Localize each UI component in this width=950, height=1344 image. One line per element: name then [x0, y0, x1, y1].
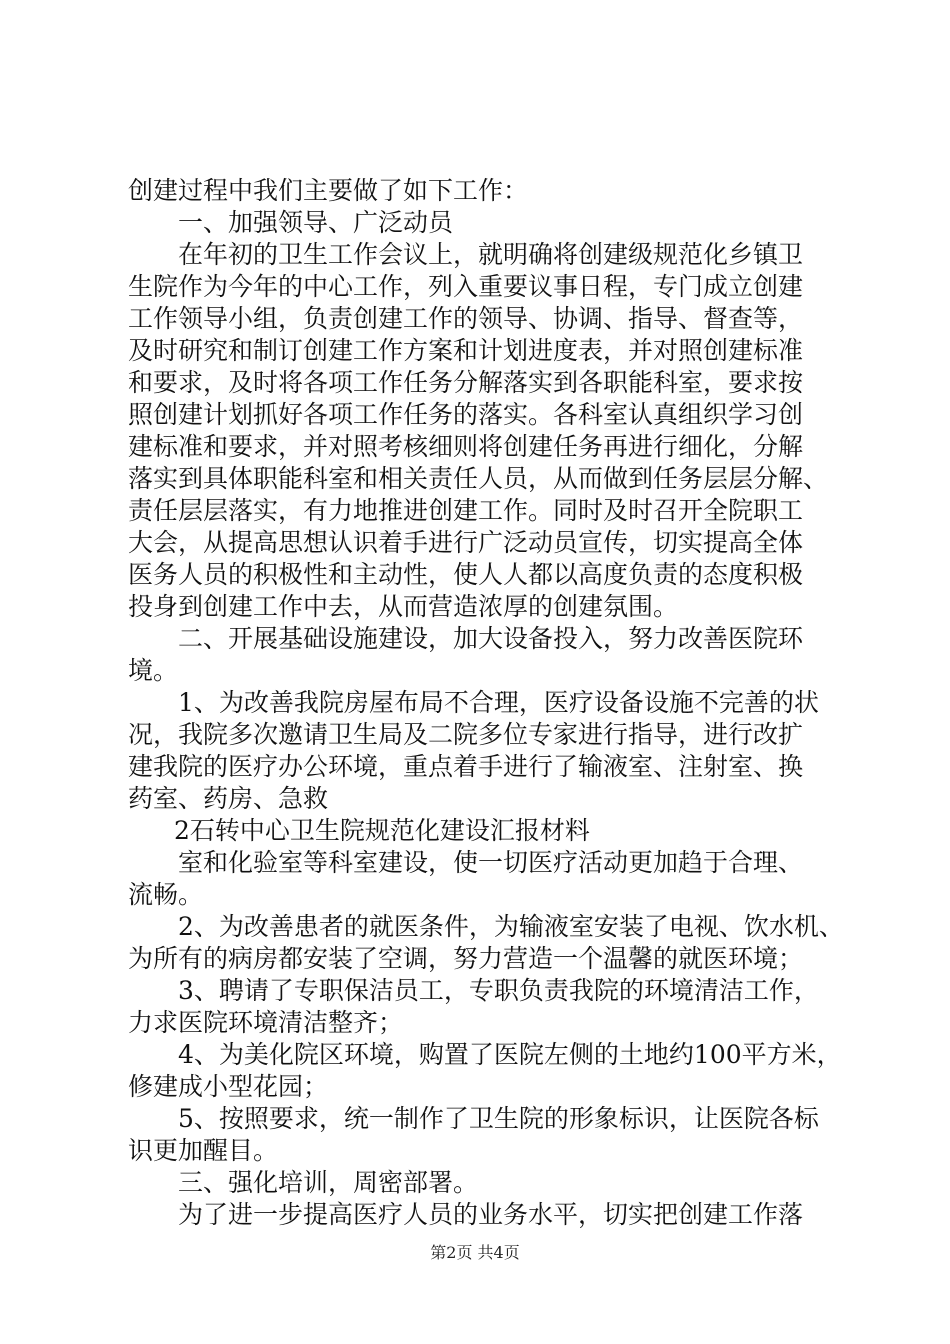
text-line: 力求医院环境清洁整齐；	[128, 1008, 404, 1037]
text-line: 责任层层落实，有力地推进创建工作。同时及时召开全院职工	[128, 496, 804, 525]
text-line: 修建成小型花园；	[128, 1072, 329, 1101]
text-line: 为所有的病房都安装了空调，努力营造一个温馨的就医环境；	[128, 944, 804, 973]
text-line: 和要求，及时将各项工作任务分解落实到各职能科室，要求按	[128, 368, 804, 397]
text-line: 医务人员的积极性和主动性，使人人都以高度负责的态度积极	[128, 560, 804, 589]
text-line: 投身到创建工作中去，从而营造浓厚的创建氛围。	[128, 592, 679, 621]
text-line: 2、为改善患者的就医条件，为输液室安装了电视、饮水机、	[178, 912, 844, 941]
text-line: 大会，从提高思想认识着手进行广泛动员宣传，切实提高全体	[128, 528, 804, 557]
document-title: 2石转中心卫生院规范化建设汇报材料	[174, 816, 590, 845]
text-line: 及时研究和制订创建工作方案和计划进度表，并对照创建标准	[128, 336, 804, 365]
text-line: 在年初的卫生工作会议上，就明确将创建级规范化乡镇卫	[178, 240, 804, 269]
text-line: 流畅。	[128, 880, 204, 909]
text-line: 药室、药房、急救	[128, 784, 329, 813]
text-line: 4、为美化院区环境，购置了医院左侧的土地约100平方米，	[178, 1040, 842, 1069]
text-line: 境。	[128, 656, 179, 685]
section-heading: 三、强化培训，周密部署。	[178, 1168, 479, 1197]
text-line: 3、聘请了专职保洁员工，专职负责我院的环境清洁工作，	[178, 976, 819, 1005]
text-line: 识更加醒目。	[128, 1136, 279, 1165]
section-heading: 一、加强领导、广泛动员	[178, 208, 454, 237]
text-line: 创建过程中我们主要做了如下工作：	[128, 176, 529, 205]
text-line: 为了进一步提高医疗人员的业务水平，切实把创建工作落	[178, 1200, 804, 1229]
section-heading: 二、开展基础设施建设，加大设备投入，努力改善医院环	[178, 624, 804, 653]
text-line: 建我院的医疗办公环境，重点着手进行了输液室、注射室、换	[128, 752, 804, 781]
text-line: 生院作为今年的中心工作，列入重要议事日程，专门成立创建	[128, 272, 804, 301]
text-line: 室和化验室等科室建设，使一切医疗活动更加趋于合理、	[178, 848, 804, 877]
text-line: 工作领导小组，负责创建工作的领导、协调、指导、督查等，	[128, 304, 804, 333]
text-line: 1、为改善我院房屋布局不合理，医疗设备设施不完善的状	[178, 688, 819, 717]
text-line: 落实到具体职能科室和相关责任人员，从而做到任务层层分解、	[128, 464, 829, 493]
text-line: 建标准和要求，并对照考核细则将创建任务再进行细化，分解	[128, 432, 804, 461]
page-number-footer: 第2页 共4页	[430, 1243, 520, 1262]
text-line: 照创建计划抓好各项工作任务的落实。各科室认真组织学习创	[128, 400, 804, 429]
text-line: 况，我院多次邀请卫生局及二院多位专家进行指导，进行改扩	[128, 720, 804, 749]
text-line: 5、按照要求，统一制作了卫生院的形象标识，让医院各标	[178, 1104, 819, 1133]
